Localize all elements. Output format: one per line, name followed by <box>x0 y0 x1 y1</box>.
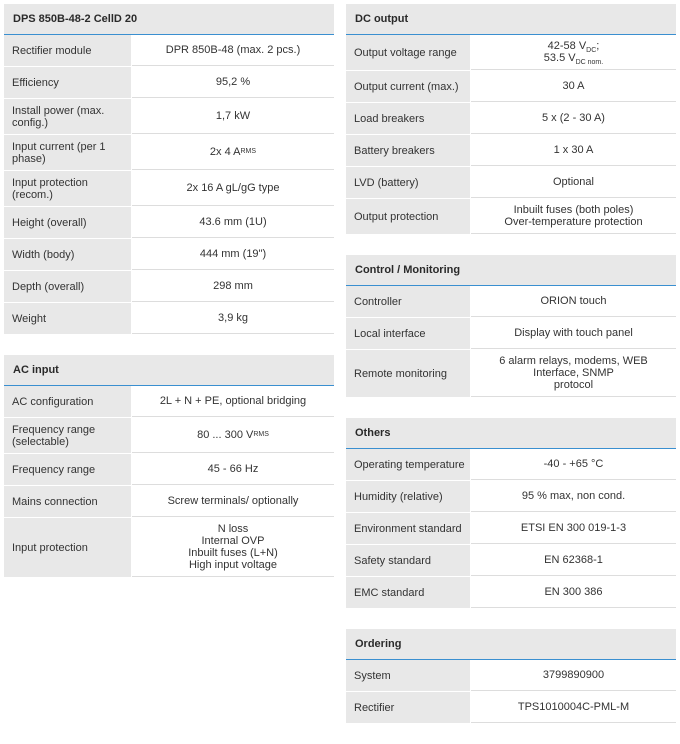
spec-value <box>471 199 676 234</box>
spec-label: Battery breakers <box>346 135 471 166</box>
value-line <box>544 52 603 64</box>
left-column <box>4 4 334 598</box>
spec-row <box>4 303 334 335</box>
spec-row <box>4 207 334 239</box>
spec-label: Humidity (relative) <box>346 481 471 512</box>
spec-row <box>4 486 334 518</box>
value-line: Over-temperature protection <box>504 216 643 228</box>
spec-table-ac-input <box>4 355 334 578</box>
spec-value: EN 62368-1 <box>471 545 676 576</box>
spec-label: Frequency range <box>4 454 132 485</box>
spec-row <box>4 135 334 171</box>
spec-value: 30 A <box>471 71 676 102</box>
section-title-control-monitoring: Control / Monitoring <box>346 255 676 286</box>
spec-label: Depth (overall) <box>4 271 132 302</box>
spec-value: 2x 4 A RMS <box>132 135 334 170</box>
section-title-others: Others <box>346 418 676 449</box>
spec-table-ordering <box>346 629 676 724</box>
spec-label: Install power (max. config.) <box>4 99 132 134</box>
spec-row <box>346 577 676 609</box>
spec-value <box>132 518 334 577</box>
spec-label: Controller <box>346 286 471 317</box>
spec-row <box>346 692 676 724</box>
spec-table-dc-output <box>346 4 676 235</box>
spec-row <box>346 318 676 350</box>
value-line: N loss <box>217 523 249 535</box>
spec-value: 1,7 kW <box>132 99 334 134</box>
spec-value: Display with touch panel <box>471 318 676 349</box>
value-line <box>548 40 600 52</box>
spec-value: 298 mm <box>132 271 334 302</box>
spec-row <box>346 350 676 398</box>
value-line: High input voltage <box>188 559 278 571</box>
value-line: Inbuilt fuses (L+N) <box>188 547 278 559</box>
spec-label: Width (body) <box>4 239 132 270</box>
spec-label: Height (overall) <box>4 207 132 238</box>
spec-row <box>4 386 334 418</box>
spec-label: System <box>346 660 471 691</box>
spec-row <box>4 271 334 303</box>
spec-row <box>4 418 334 454</box>
spec-label: Weight <box>4 303 132 334</box>
spec-value <box>471 350 676 397</box>
spec-label: Output current (max.) <box>346 71 471 102</box>
spec-label: Input current (per 1 phase) <box>4 135 132 170</box>
spec-value: ETSI EN 300 019-1-3 <box>471 513 676 544</box>
spec-row <box>4 99 334 135</box>
spec-table-dps <box>4 4 334 335</box>
value-line: 6 alarm relays, modems, WEB <box>499 355 648 367</box>
spec-row <box>4 518 334 578</box>
spec-label: Local interface <box>346 318 471 349</box>
section-title-dps: DPS 850B-48-2 CellD 20 <box>4 4 334 35</box>
value-text: 2x 4 A <box>209 146 241 158</box>
spec-row <box>346 545 676 577</box>
spec-row <box>346 135 676 167</box>
spec-label: AC configuration <box>4 386 132 417</box>
spec-value: 444 mm (19") <box>132 239 334 270</box>
spec-label: Mains connection <box>4 486 132 517</box>
spec-value: 1 x 30 A <box>471 135 676 166</box>
value-line: Internal OVP <box>201 535 265 547</box>
spec-value: 3,9 kg <box>132 303 334 334</box>
spec-row <box>346 103 676 135</box>
spec-value: 2x 16 A gL/gG type <box>132 171 334 206</box>
spec-value: 3799890900 <box>471 660 676 691</box>
spec-label: Environment standard <box>346 513 471 544</box>
value-suffix: ; <box>596 40 600 52</box>
spec-row <box>4 67 334 99</box>
spec-label: Output protection <box>346 199 471 234</box>
spec-label: Input protection <box>4 518 132 577</box>
unit-subscript: DC <box>586 47 597 54</box>
section-title-ordering: Ordering <box>346 629 676 660</box>
spec-value: -40 - +65 °C <box>471 449 676 480</box>
spec-row <box>346 167 676 199</box>
right-column <box>346 4 676 744</box>
spec-label: LVD (battery) <box>346 167 471 198</box>
spec-row <box>346 660 676 692</box>
spec-label: Remote monitoring <box>346 350 471 397</box>
spec-value: 43.6 mm (1U) <box>132 207 334 238</box>
spec-value: Optional <box>471 167 676 198</box>
unit-subscript: DC nom. <box>575 59 604 66</box>
spec-row <box>346 449 676 481</box>
spec-value <box>471 35 676 70</box>
spec-label: Frequency range (selectable) <box>4 418 132 453</box>
value-text: 80 ... 300 V <box>197 429 254 441</box>
spec-value: Screw terminals/ optionally <box>132 486 334 517</box>
spec-row <box>4 171 334 207</box>
spec-row <box>346 481 676 513</box>
spec-label: EMC standard <box>346 577 471 608</box>
spec-row <box>4 454 334 486</box>
spec-value: 80 ... 300 V RMS <box>132 418 334 453</box>
spec-row <box>4 239 334 271</box>
spec-value: TPS1010004C-PML-M <box>471 692 676 723</box>
value-text: 42-58 V <box>547 40 587 52</box>
spec-label: Input protection (recom.) <box>4 171 132 206</box>
spec-label: Operating temperature <box>346 449 471 480</box>
spec-row <box>346 286 676 318</box>
spec-row <box>4 35 334 67</box>
value-text: 53.5 V <box>543 52 576 64</box>
spec-value: DPR 850B-48 (max. 2 pcs.) <box>132 35 334 66</box>
spec-label: Efficiency <box>4 67 132 98</box>
spec-value: 45 - 66 Hz <box>132 454 334 485</box>
spec-label: Output voltage range <box>346 35 471 70</box>
spec-value: EN 300 386 <box>471 577 676 608</box>
spec-row <box>346 513 676 545</box>
section-title-ac-input: AC input <box>4 355 334 386</box>
value-line: protocol <box>553 379 594 391</box>
value-line: Inbuilt fuses (both poles) <box>513 204 634 216</box>
spec-row <box>346 199 676 235</box>
spec-label: Rectifier module <box>4 35 132 66</box>
spec-label: Rectifier <box>346 692 471 723</box>
spec-table-control-monitoring <box>346 255 676 398</box>
spec-value: 95,2 % <box>132 67 334 98</box>
spec-label: Load breakers <box>346 103 471 134</box>
value-line: Interface, SNMP <box>533 367 614 379</box>
spec-value: 5 x (2 - 30 A) <box>471 103 676 134</box>
spec-value: 95 % max, non cond. <box>471 481 676 512</box>
spec-row <box>346 71 676 103</box>
spec-value: ORION touch <box>471 286 676 317</box>
spec-label: Safety standard <box>346 545 471 576</box>
spec-table-others <box>346 418 676 609</box>
spec-value: 2L + N + PE, optional bridging <box>132 386 334 417</box>
spec-row <box>346 35 676 71</box>
section-title-dc-output: DC output <box>346 4 676 35</box>
